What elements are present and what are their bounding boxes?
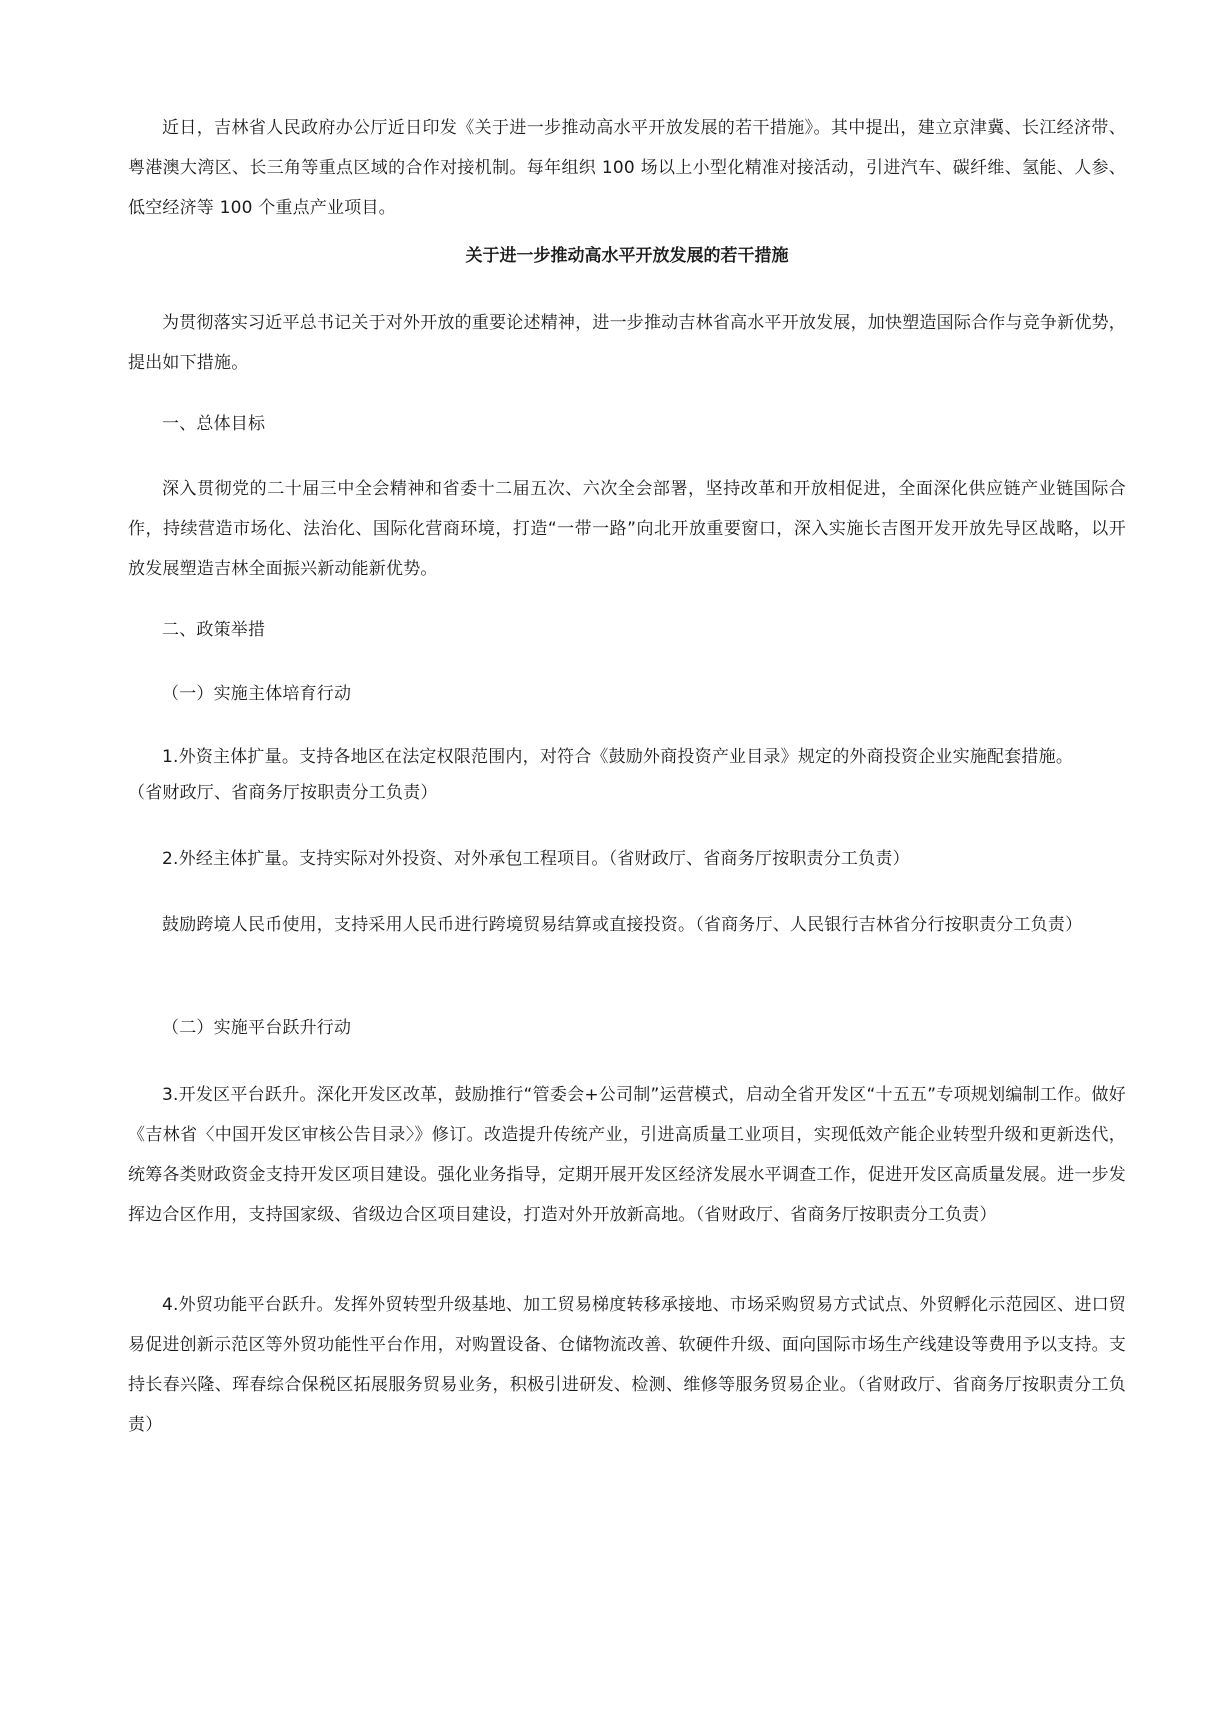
item-1-note: （省财政厅、省商务厅按职责分工负责）	[128, 783, 438, 803]
section-heading-general-goal: 一、总体目标	[162, 414, 266, 434]
subsection-heading-entity-cultivation: （一）实施主体培育行动	[162, 684, 352, 704]
section-body-general-goal: 深入贯彻党的二十届三中全会精神和省委十二届五次、六次全会部署，坚持改革和开放相促进，全面深化供应链产业链国际合作，持续营造市场化、法治化、国际化营商环境，打造“一带一路”向北开放重要窗口，深入实施长吉图开发开放先导区战略，以开放发展塑造吉林全面振兴新动能新优势。	[128, 479, 1126, 579]
section-heading-policy-measures: 二、政策举措	[162, 620, 266, 640]
preamble-paragraph: 为贯彻落实习近平总书记关于对外开放的重要论述精神，进一步推动吉林省高水平开放发展，加快塑造国际合作与竞争新优势，提出如下措施。	[128, 313, 1126, 373]
item-2-paragraph: 2.外经主体扩量。支持实际对外投资、对外承包工程项目。（省财政厅、省商务厅按职责分工负责）	[162, 849, 910, 869]
rmb-paragraph: 鼓励跨境人民币使用，支持采用人民币进行跨境贸易结算或直接投资。（省商务厅、人民银行吉林省分行按职责分工负责）	[162, 915, 1083, 935]
item-3-paragraph: 3.开发区平台跃升。深化开发区改革，鼓励推行“管委会+公司制”运营模式，启动全省开发区“十五五”专项规划编制工作。做好《吉林省〈中国开发区审核公告目录〉》修订。改造提升传统产业，引进高质量工业项目，实现低效产能企业转型升级和更新迭代，统筹各类财政资金支持开发区项目建设。强化业务指导，定期开展开发区经济发展水平调查工作，促进开发区高质量发展。进一步发挥边合区作用，支持国家级、省级边合区项目建设，打造对外开放新高地。（省财政厅、省商务厅按职责分工负责）	[128, 1085, 1126, 1225]
item-1-paragraph: 1.外资主体扩量。支持各地区在法定权限范围内，对符合《鼓励外商投资产业目录》规定的外商投资企业实施配套措施。	[162, 747, 1074, 767]
subsection-heading-platform-upgrade: （二）实施平台跃升行动	[162, 1018, 352, 1038]
document-title: 关于进一步推动高水平开放发展的若干措施	[465, 246, 789, 266]
item-4-paragraph: 4.外贸功能平台跃升。发挥外贸转型升级基地、加工贸易梯度转移承接地、市场采购贸易方式试点、外贸孵化示范园区、进口贸易促进创新示范区等外贸功能性平台作用，对购置设备、仓储物流改善、软硬件升级、面向国际市场生产线建设等费用予以支持。支持长春兴隆、珲春综合保税区拓展服务贸易业务，积极引进研发、检测、维修等服务贸易企业。（省财政厅、省商务厅按职责分工负责）	[128, 1295, 1126, 1435]
intro-paragraph: 近日，吉林省人民政府办公厅近日印发《关于进一步推动高水平开放发展的若干措施》。其中提出，建立京津冀、长江经济带、粤港澳大湾区、长三角等重点区域的合作对接机制。每年组织 100 场以上小型化精准对接活动，引进汽车、碳纤维、氢能、人参、低空经济等 100 个重点产业项目。	[128, 118, 1126, 218]
